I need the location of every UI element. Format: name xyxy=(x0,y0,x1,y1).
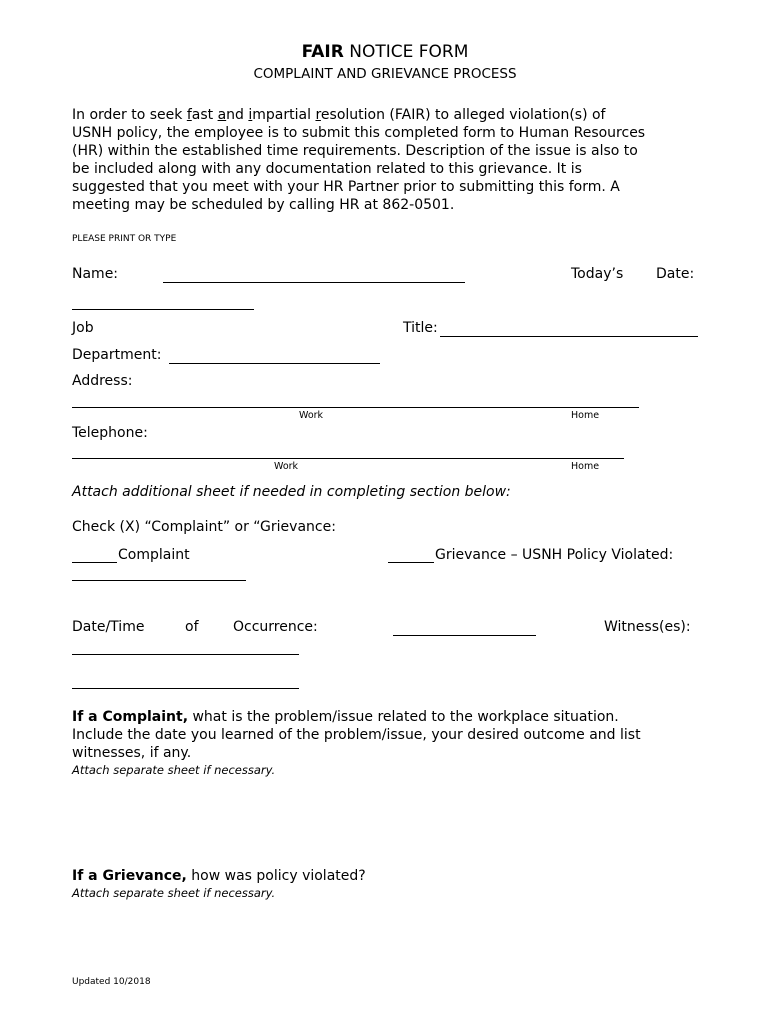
address-label: Address: xyxy=(72,373,133,389)
complaint-line-2: Include the date you learned of the problem/issue, your desired outcome and list xyxy=(72,727,641,743)
date-label: Date: xyxy=(656,266,695,282)
title-bold: FAIR xyxy=(301,42,344,62)
grievance-lead-bold: If a Grievance, xyxy=(72,868,187,884)
intro-underline-a: a xyxy=(217,107,227,123)
name-label: Name: xyxy=(72,266,119,282)
title-rest: NOTICE FORM xyxy=(343,42,469,62)
print-note: PLEASE PRINT OR TYPE xyxy=(72,234,177,244)
complaint-label: Complaint xyxy=(118,547,190,563)
name-field[interactable] xyxy=(163,282,465,283)
grievance-lead xyxy=(72,868,366,884)
complaint-line-3: witnesses, if any. xyxy=(72,745,192,761)
department-label: Department: xyxy=(72,347,162,363)
job-label: Job xyxy=(72,320,94,336)
address-home-label: Home xyxy=(571,410,600,421)
intro-line-3: (HR) within the established time requirements. Description of the issue is also to xyxy=(72,143,638,159)
grievance-label: Grievance – USNH Policy Violated: xyxy=(435,547,674,563)
intro-line-1 xyxy=(72,107,606,123)
attach-note: Attach additional sheet if needed in completing section below: xyxy=(72,484,511,500)
intro-text: In order to seek xyxy=(72,107,187,123)
witness-label: Witness(es): xyxy=(604,619,691,635)
occurrence-field[interactable] xyxy=(393,635,536,636)
intro-line-2: USNH policy, the employee is to submit this completed form to Human Resources xyxy=(72,125,646,141)
complaint-checkbox-line[interactable] xyxy=(72,562,117,563)
address-work-label: Work xyxy=(299,410,324,421)
intro-line-6: meeting may be scheduled by calling HR at 862-0501. xyxy=(72,197,455,213)
intro-text: ast xyxy=(191,107,218,123)
job-title-field[interactable] xyxy=(440,336,698,337)
check-label: Check (X) “Complaint” or “Grievance: xyxy=(72,519,336,535)
complaint-lead-bold: If a Complaint, xyxy=(72,709,189,725)
of-label: of xyxy=(185,619,199,635)
grievance-checkbox-line[interactable] xyxy=(388,562,434,563)
grievance-lead-rest: how was policy violated? xyxy=(186,868,366,884)
complaint-attach-note: Attach separate sheet if necessary. xyxy=(72,763,276,777)
date-field[interactable] xyxy=(72,309,254,310)
title-label: Title: xyxy=(403,320,438,336)
intro-line-5: suggested that you meet with your HR Partner prior to submitting this form. A xyxy=(72,179,620,195)
intro-text: nd xyxy=(226,107,249,123)
department-field[interactable] xyxy=(169,363,380,364)
telephone-label: Telephone: xyxy=(72,425,148,441)
form-title xyxy=(0,42,770,62)
datetime-label: Date/Time xyxy=(72,619,145,635)
witness-field-1[interactable] xyxy=(72,654,299,655)
telephone-field[interactable] xyxy=(72,458,624,459)
address-field[interactable] xyxy=(72,407,639,408)
intro-text: mpartial xyxy=(252,107,316,123)
intro-underline-r: r xyxy=(315,107,321,123)
intro-underline-i: i xyxy=(248,107,253,123)
complaint-lead xyxy=(72,709,619,725)
intro-underline-f: f xyxy=(186,107,192,123)
updated-note: Updated 10/2018 xyxy=(72,977,151,987)
telephone-home-label: Home xyxy=(571,461,600,472)
telephone-work-label: Work xyxy=(274,461,299,472)
todays-label: Today’s xyxy=(571,266,624,282)
complaint-lead-rest: what is the problem/issue related to the workplace situation. xyxy=(188,709,619,725)
occurrence-label: Occurrence: xyxy=(233,619,318,635)
intro-text: esolution (FAIR) to alleged violation(s) of xyxy=(320,107,606,123)
form-subtitle: COMPLAINT AND GRIEVANCE PROCESS xyxy=(253,66,517,82)
policy-violated-field[interactable] xyxy=(72,580,246,581)
grievance-attach-note: Attach separate sheet if necessary. xyxy=(72,886,276,900)
intro-line-4: be included along with any documentation related to this grievance. It is xyxy=(72,161,582,177)
witness-field-2[interactable] xyxy=(72,688,299,689)
